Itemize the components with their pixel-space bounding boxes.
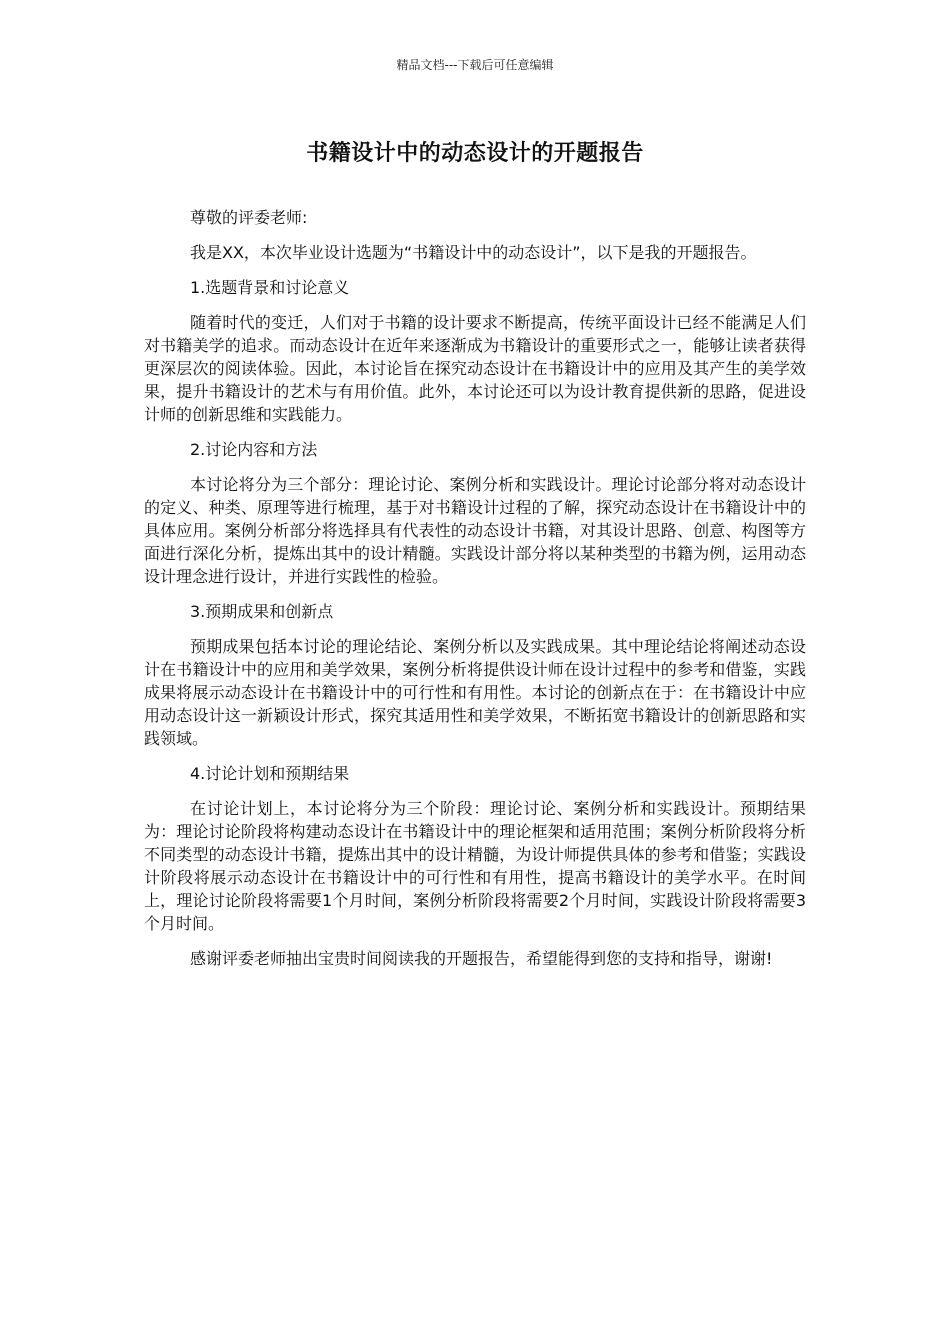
section-heading-plan: 4.讨论计划和预期结果 <box>190 764 350 783</box>
section-body-plan: 在讨论计划上，本讨论将分为三个阶段：理论讨论、案例分析和实践设计。预期结果为：理论讨论阶段将构建动态设计在书籍设计中的理论框架和适用范围；案例分析阶段将分析不同类型的动态设计书籍，提炼出其中的设计精髓，为设计师提供具体的参考和借鉴；实践设计阶段将展示动态设计在书籍设计中的可行性和有用性，提高书籍设计的美学水平。在时间上，理论讨论阶段将需要1个月时间，案例分析阶段将需要2个月时间，实践设计阶段将需要3个月时间。 <box>144 799 806 933</box>
document-title: 书籍设计中的动态设计的开题报告 <box>306 141 644 166</box>
section-heading-background: 1.选题背景和讨论意义 <box>190 278 350 297</box>
header-note: 精品文档---下载后可任意编辑 <box>396 58 554 72</box>
section-heading-content-methods: 2.讨论内容和方法 <box>190 440 318 459</box>
closing-paragraph: 感谢评委老师抽出宝贵时间阅读我的开题报告，希望能得到您的支持和指导，谢谢! <box>190 949 773 968</box>
section-body-content-methods: 本讨论将分为三个部分：理论讨论、案例分析和实践设计。理论讨论部分将对动态设计的定义、种类、原理等进行梳理，基于对书籍设计过程的了解，探究动态设计在书籍设计中的具体应用。案例分析部分将选择具有代表性的动态设计书籍，对其设计思路、创意、构图等方面进行深化分析，提炼出其中的设计精髓。实践设计部分将以某种类型的书籍为例，运用动态设计理念进行设计，并进行实践性的检验。 <box>144 475 806 586</box>
section-body-outcomes: 预期成果包括本讨论的理论结论、案例分析以及实践成果。其中理论结论将阐述动态设计在书籍设计中的应用和美学效果，案例分析将提供设计师在设计过程中的参考和借鉴，实践成果将展示动态设计在书籍设计中的可行性和有用性。本讨论的创新点在于：在书籍设计中应用动态设计这一新颖设计形式，探究其适用性和美学效果，不断拓宽书籍设计的创新思路和实践领域。 <box>144 637 806 748</box>
section-body-background: 随着时代的变迁，人们对于书籍的设计要求不断提高，传统平面设计已经不能满足人们对书籍美学的追求。而动态设计在近年来逐渐成为书籍设计的重要形式之一，能够让读者获得更深层次的阅读体验。因此，本讨论旨在探究动态设计在书籍设计中的应用及其产生的美学效果，提升书籍设计的艺术与有用价值。此外，本讨论还可以为设计教育提供新的思路，促进设计师的创新思维和实践能力。 <box>144 313 806 424</box>
document-body <box>144 206 806 982</box>
intro-paragraph: 我是XX，本次毕业设计选题为“书籍设计中的动态设计”，以下是我的开题报告。 <box>190 243 757 262</box>
section-heading-outcomes: 3.预期成果和创新点 <box>190 602 334 621</box>
greeting: 尊敬的评委老师: <box>190 208 308 227</box>
